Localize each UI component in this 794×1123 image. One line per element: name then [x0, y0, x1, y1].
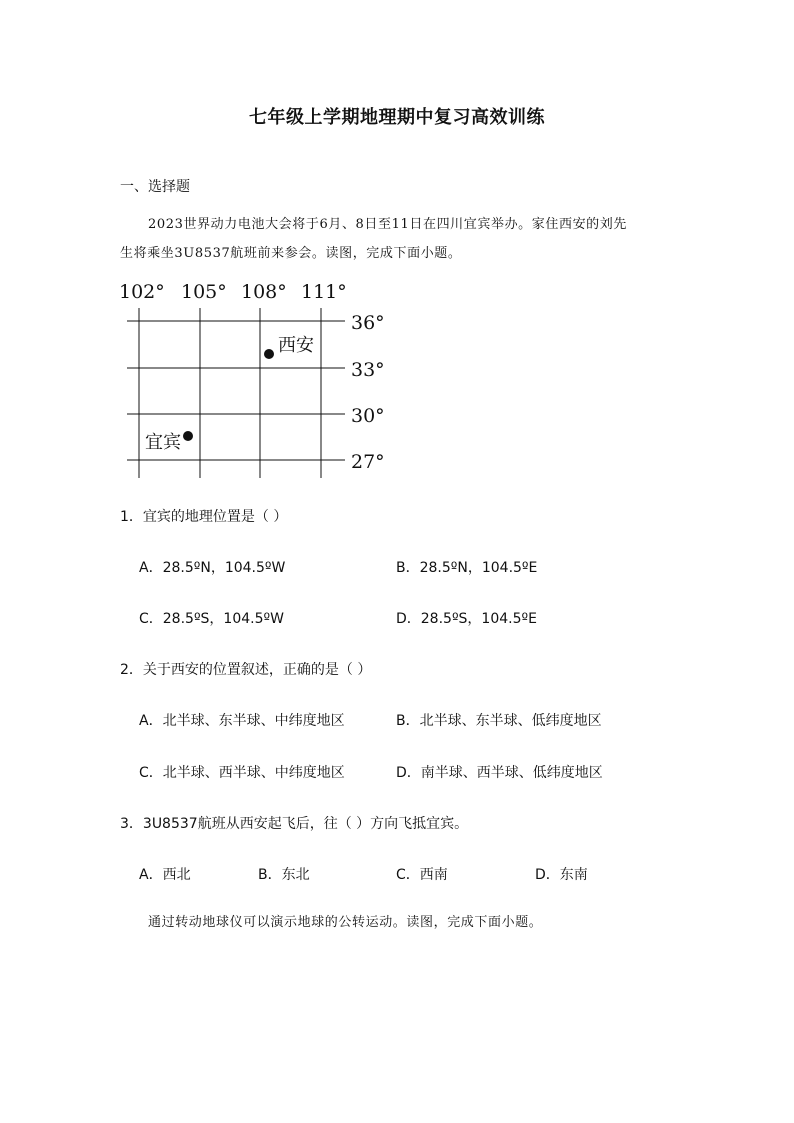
latitude-label-4: 27°: [351, 451, 385, 473]
intro-line-1: 2023世界动力电池大会将于6月、8日至11日在四川宜宾举办。家住西安的刘先: [148, 217, 627, 232]
latitude-label-2: 33°: [351, 359, 385, 381]
lat-lon-grid-map: [115, 278, 395, 483]
question-2-stem: 2．关于西安的位置叙述，正确的是（ ）: [120, 662, 372, 678]
question-3-option-b: B．东北: [258, 867, 310, 883]
longitude-label-1: 102°: [119, 281, 165, 303]
intro-2-line-1: 通过转动地球仪可以演示地球的公转运动。读图，完成下面小题。: [148, 915, 543, 930]
question-2-option-a: A．北半球、东半球、中纬度地区: [139, 713, 345, 729]
question-2-option-c: C．北半球、西半球、中纬度地区: [139, 765, 345, 781]
longitude-label-2: 105°: [181, 281, 227, 303]
question-3-option-c: C．西南: [396, 867, 448, 883]
page-title: 七年级上学期地理期中复习高效训练: [249, 107, 545, 128]
yibin-label: 宜宾: [145, 432, 181, 453]
longitude-label-4: 111°: [301, 281, 347, 303]
question-1-stem: 1．宜宾的地理位置是（ ）: [120, 509, 288, 525]
question-1-option-a: A．28.5ºN，104.5ºW: [139, 560, 286, 576]
question-2-option-b: B．北半球、东半球、低纬度地区: [396, 713, 602, 729]
question-1-option-b: B．28.5ºN，104.5ºE: [396, 560, 538, 576]
question-1-option-c: C．28.5ºS，104.5ºW: [139, 611, 284, 627]
latitude-label-1: 36°: [351, 312, 385, 334]
intro-line-2: 生将乘坐3U8537航班前来参会。读图，完成下面小题。: [120, 246, 462, 261]
section-heading: 一、选择题: [120, 179, 190, 195]
question-2-option-d: D．南半球、西半球、低纬度地区: [396, 765, 603, 781]
xian-marker: [264, 349, 274, 359]
yibin-marker: [183, 431, 193, 441]
question-3-stem: 3．3U8537航班从西安起飞后，往（ ）方向飞抵宜宾。: [120, 816, 469, 832]
xian-label: 西安: [278, 335, 314, 356]
question-1-option-d: D．28.5ºS，104.5ºE: [396, 611, 537, 627]
question-3-option-a: A．西北: [139, 867, 191, 883]
longitude-label-3: 108°: [241, 281, 287, 303]
question-3-option-d: D．东南: [535, 867, 588, 883]
latitude-label-3: 30°: [351, 405, 385, 427]
